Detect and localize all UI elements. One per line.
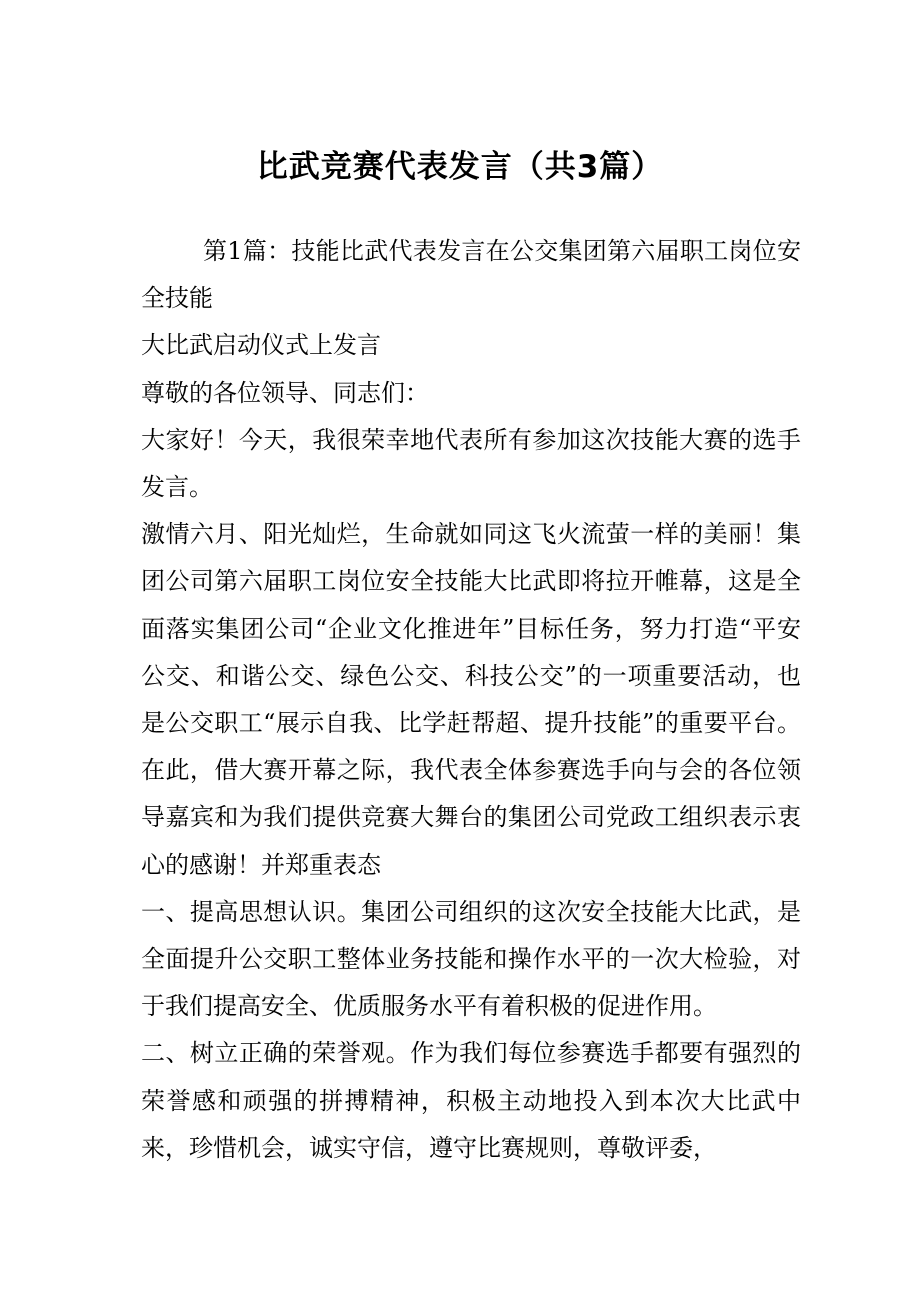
paragraph-body: 激情六月、阳光灿烂，生命就如同这飞火流萤一样的美丽！集团公司第六届职工岗位安全技能大比武即将拉开帷幕，这是全面落实集团公司“企业文化推进年”目标任务，努力打造“平安公交、和谐公交、绿色公交、科技公交”的一项重要活动，也是公交职工“展示自我、比学赶帮超、提升技能”的重要平台。在此，借大赛开幕之际，我代表全体参赛选手向与会的各位领导嘉宾和为我们提供竞赛大舞台的集团公司党政工组织表示衷心的感谢！并郑重表态	[141, 520, 801, 879]
paragraph-salutation: 尊敬的各位领导、同志们：	[141, 378, 429, 407]
document-body	[141, 228, 801, 1172]
paragraph-point-one: 一、提高思想认识。集团公司组织的这次安全技能大比武，是全面提升公交职工整体业务技能和操作水平的一次大检验，对于我们提高安全、优质服务水平有着积极的促进作用。	[141, 897, 801, 1021]
paragraph-greeting: 大家好！今天，我很荣幸地代表所有参加这次技能大赛的选手发言。	[141, 425, 801, 502]
document-title: 比武竞赛代表发言（共3篇）	[256, 149, 664, 185]
paragraph-point-two: 二、树立正确的荣誉观。作为我们每位参赛选手都要有强烈的荣誉感和顽强的拼搏精神，积极主动地投入到本次大比武中来，珍惜机会，诚实守信，遵守比赛规则，尊敬评委，	[141, 1039, 801, 1162]
paragraph-heading-continued: 大比武启动仪式上发言	[141, 331, 381, 360]
paragraph-heading: 第1篇：技能比武代表发言在公交集团第六届职工岗位安全技能	[141, 237, 801, 313]
